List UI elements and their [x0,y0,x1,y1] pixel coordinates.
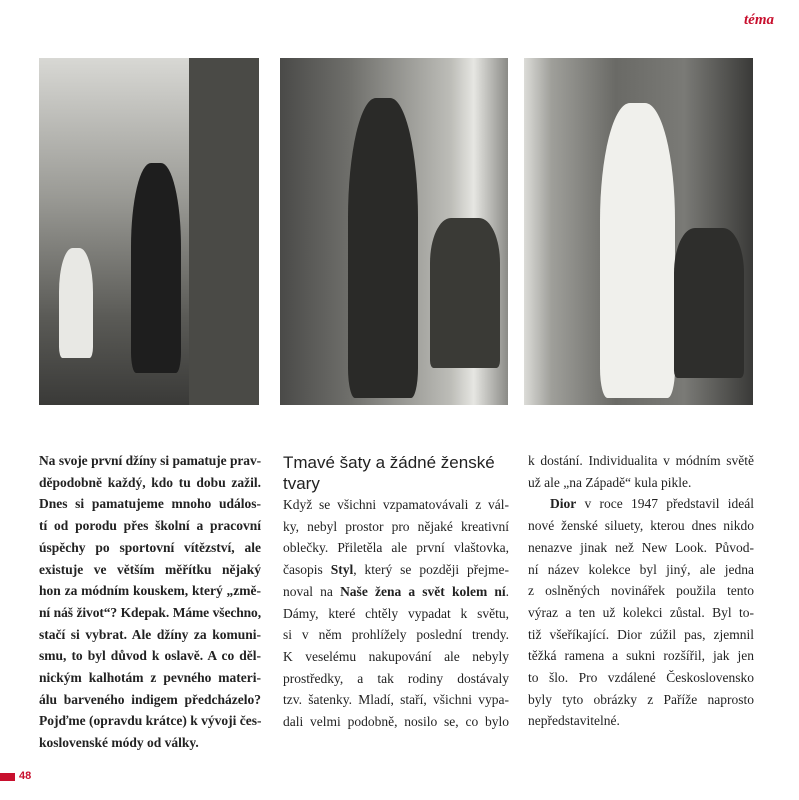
text-line [528,559,754,581]
page-number: 48 [19,770,32,782]
bold-term: Dior [550,496,577,512]
intro-line: úspěchy po sportovní vítězství, ale [39,539,261,555]
intro-line: tí od porodu přes školní a pracovní [39,518,261,534]
text-segment: nenazve jinak než New Look. Původ- [528,539,754,555]
text-line [283,689,509,711]
page-marker-bar [0,773,15,781]
armchair [430,218,500,368]
intro-line: smu, to byl důvod k oslavě. A co děl- [39,648,261,664]
text-line [283,668,509,690]
text-line [528,602,754,624]
bold-term: Naše žena a svět kolem ní [340,583,506,599]
text-segment: tiž všeříkající. Dior zúžil pas, zjemnil [528,626,754,642]
intro-line: stačí si vybrat. Ale džíny za komuni- [39,626,261,642]
intro-line: Na svoje první džíny si pamatuje prav- [39,453,261,468]
text-line [283,603,509,625]
intro-line: koslovenské módy od války. [39,735,199,751]
text-segment: Když se všichni vzpamatovávali z vál- [283,497,509,512]
intro-line: nickým kalhotám z pevného materi- [39,670,261,686]
woman-figure [131,163,181,373]
text-line [528,450,754,472]
text-segment: , který se později přejme- [353,562,509,578]
intro-line: hon za módním kouskem, který „změ- [39,583,261,599]
text-segment: z oslněných novinářek použila tento [528,583,754,599]
text-line [528,537,754,559]
text-segment: prostředky, a tak rodiny dostávaly [283,670,509,686]
boy-figure [348,98,418,398]
armchair [674,228,744,378]
text-segment: . [505,583,509,599]
text-segment: to šlo. Pro vzdálené Československo [528,670,754,686]
text-line [528,689,754,711]
text-line [283,559,509,581]
text-line [283,624,509,646]
text-line [283,711,509,733]
text-line [528,472,754,494]
text-segment: Dámy, které chtěly vypadat k světu, [283,605,509,621]
text-segment: ní název kolekce byl jiný, ale jedna [528,561,754,577]
text-line [283,646,509,668]
text-line [283,516,509,538]
text-segment: noval na [283,583,341,599]
text-segment: k dostání. Individualita v módním světě [528,453,754,468]
text-line [283,581,509,603]
text-line [528,580,754,602]
text-segment: K veselému nakupování ale nebyly [283,648,509,664]
text-segment: tzv. šatenky. Mladí, staří, všichni vypa- [283,692,509,708]
text-line [528,624,754,646]
text-line [528,710,754,732]
photo-girl-in-white-dress [524,58,753,405]
photo-boy-in-suit [280,58,508,405]
bold-term: Styl [330,562,354,578]
intro-line: Pojďme (opravdu krátce) k vývoji čes- [39,713,262,729]
intro-paragraph [39,450,261,754]
text-segment: časopis [283,562,331,578]
intro-line: ní náš život“? Kdepak. Máme všechno, [39,604,261,620]
section-tag: téma [744,12,774,28]
tree-trunk [189,58,259,405]
text-segment: už ale „na Západě“ kula pikle. [528,474,692,490]
text-segment: si v něm prohlížely poslední trendy. [283,627,509,643]
intro-line: Dnes si pamatujeme mnoho událos- [39,496,261,512]
photo-mother-and-child [39,58,259,405]
intro-line: děpodobně každý, kdo tu dobu zažil. [39,474,261,490]
text-line [528,667,754,689]
text-line [528,515,754,537]
intro-line: álu barveného indigem předcházelo? [39,691,261,707]
text-line [283,494,509,516]
article-column-1 [283,452,509,733]
text-segment: v roce 1947 představil ideál [576,496,754,512]
text-segment: dali velmi podobně, nosilo se, co bylo [283,714,509,730]
text-segment: těžká ramena a sukni rozšířil, jak jen [528,648,754,664]
text-segment: ky, nebyl prostor pro nějaké kreativní [283,518,509,534]
text-segment: nepředstavitelné. [528,713,620,729]
text-segment: byly tyto obrázky z Paříže naprosto [528,691,754,707]
text-line [283,537,509,559]
text-segment: oblečky. Přiletěla ale první vlaštovka, [283,540,509,556]
text-line [528,493,754,515]
child-figure [59,248,93,358]
article-heading: Tmavé šaty a žádné ženské tvary [283,453,495,493]
intro-line: existuje ve větším měřítku nějaký [39,561,261,577]
text-segment: nové ženské siluety, kterou dnes nikdo [528,518,754,534]
article-column-2 [528,450,754,732]
girl-figure [600,103,675,398]
text-segment: výraz a ten už kolekci zůstal. Byl to- [528,604,754,620]
text-line [528,645,754,667]
